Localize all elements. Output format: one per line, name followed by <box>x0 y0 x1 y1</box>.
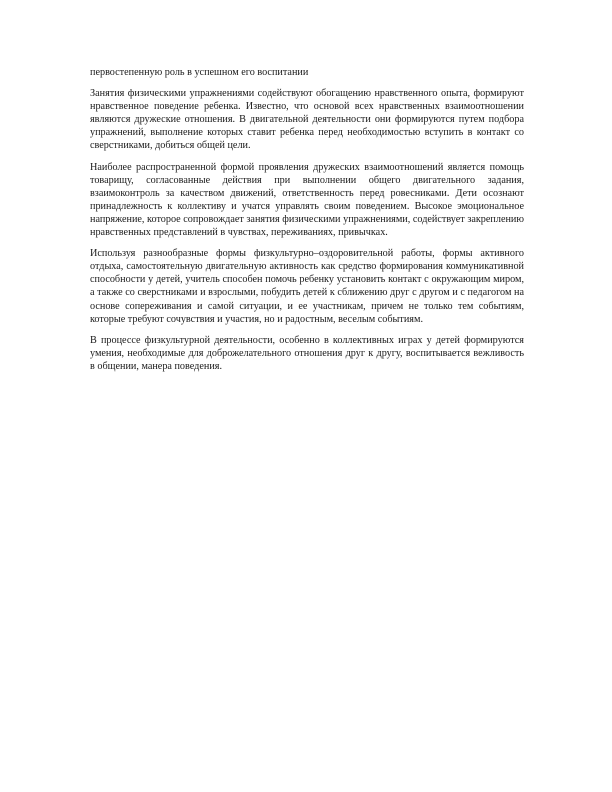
paragraph-physical-exercise: Занятия физическими упражнениями содействуют обогащению нравственного опыта, формируют нравственное поведение ребенка. Известно, что основой всех нравственных взаимоотношении являются дружеские отношения. В двигательной деятельности они формируются путем подбора упражнений, выполнение которых ставит ребенка перед необходимостью вступить в контакт со сверстниками, добиться общей цели. <box>90 88 524 152</box>
paragraph-communication-forms: Используя разнообразные формы физкультурно–оздоровительной работы, формы активного отдыха, самостоятельную двигательную активность как средство формирования коммуникативной способности у детей, учитель способен помочь ребенку установить контакт с окружающим миром, а также со сверстниками и взрослыми, побудить детей к сближению друг с другом и с педагогом на основе сопереживания и самой ситуации, и ее участникам, причем не только тем событиям, которые требуют сочувствия и участия, но и радостным, веселым событиям. <box>90 248 524 325</box>
paragraph-friendly-relations: Наиболее распространенной формой проявления дружеских взаимоотношений является помощь товарищу, согласованные действия при выполнении общего двигательного задания, взаимоконтроль за качеством движений, ответственность перед ровесниками. Дети осознают принадлежность к коллективу и учатся управлять своим поведением. Высокое эмоциональное напряжение, которое сопровождает занятия физическими упражнениями, содействует закреплению нравственных представлений в чувствах, переживаниях, привычках. <box>90 161 524 239</box>
document-body <box>90 66 524 381</box>
continuation-line: первостепенную роль в успешном его воспитании <box>90 67 309 78</box>
paragraph-collective-games: В процессе физкультурной деятельности, особенно в коллективных играх у детей формируются умения, необходимые для доброжелательного отношения друг к другу, воспитывается вежливость в общении, манера поведения. <box>90 334 524 372</box>
